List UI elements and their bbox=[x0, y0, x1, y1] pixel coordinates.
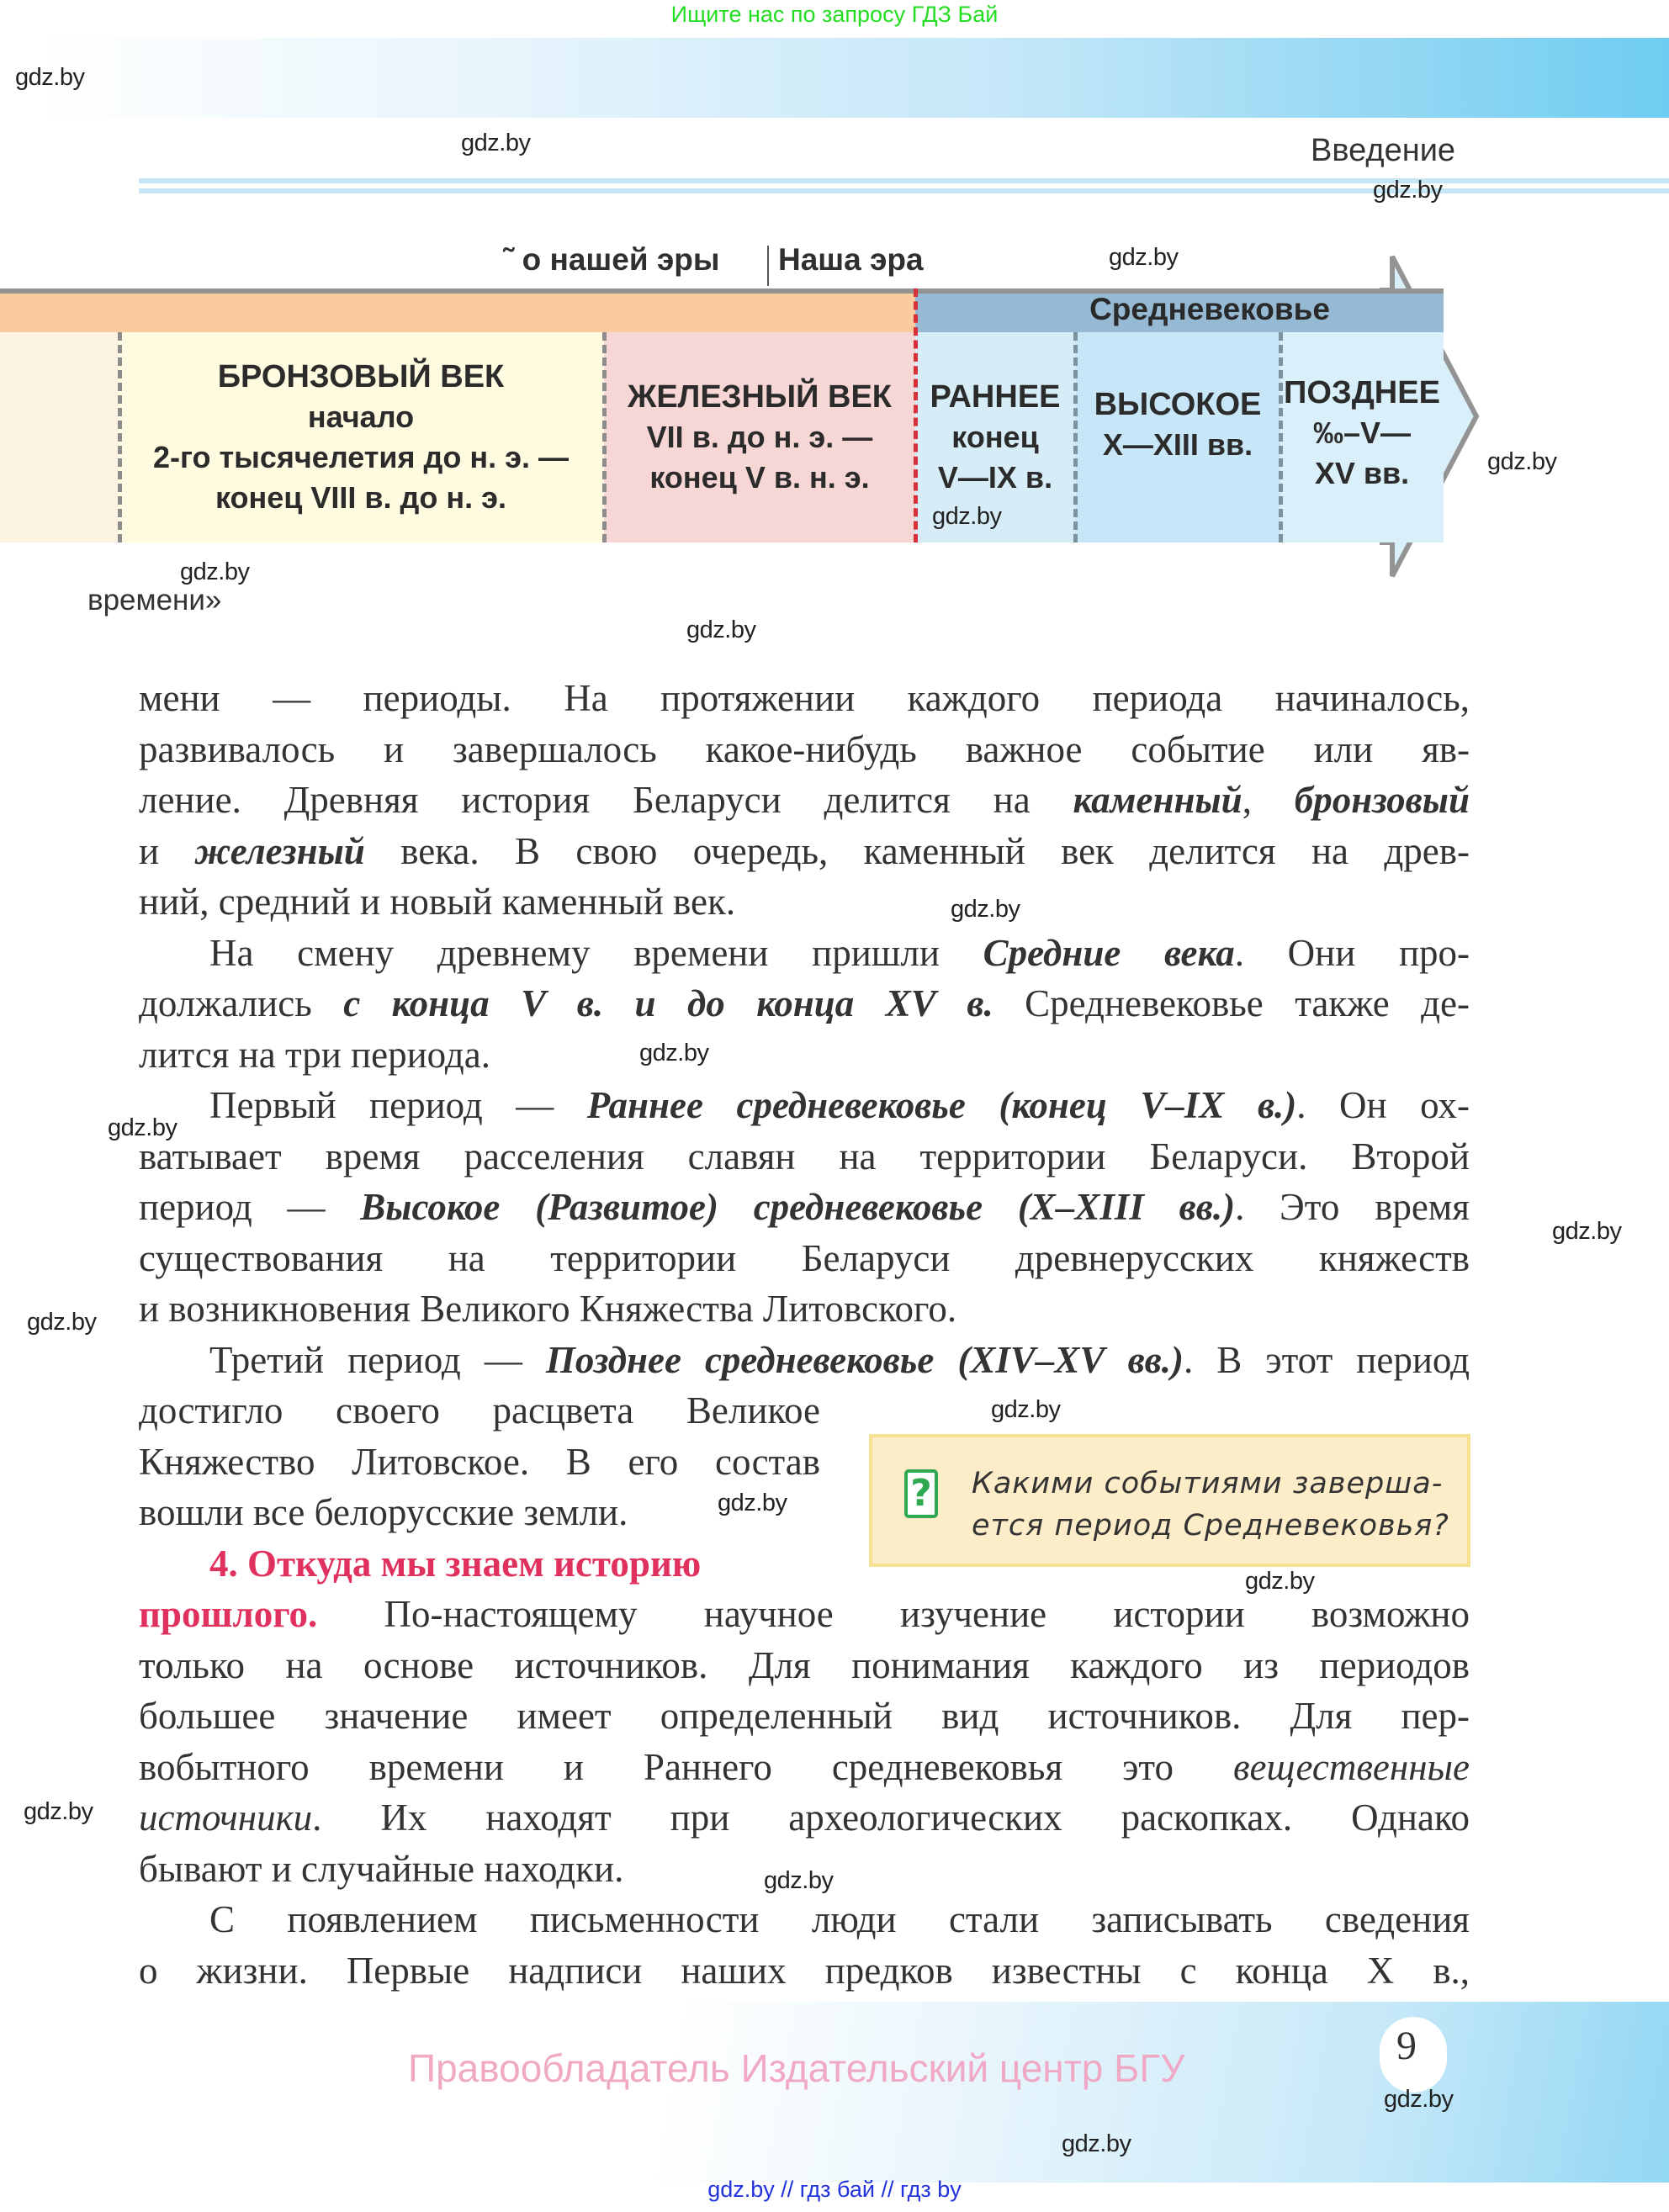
period-date: V—IX в. bbox=[937, 460, 1053, 495]
term-early: Раннее средневековье (конец V–IX в.) bbox=[586, 1084, 1297, 1126]
watermark: gdz.by bbox=[1487, 448, 1557, 475]
watermark: gdz.by bbox=[24, 1798, 93, 1825]
text-line: Третий период — Позднее средневековье (XIV–XV вв.). В этот период bbox=[209, 1338, 1470, 1381]
divider bbox=[118, 332, 122, 542]
term-material-sources: вещественные bbox=[1232, 1745, 1470, 1788]
text-line: Первый период — Раннее средневековье (конец V–IX в.). Он ох- bbox=[209, 1084, 1470, 1126]
era-before-label: ˜ о нашей эры bbox=[503, 242, 720, 277]
text-line: вобытного времени и Раннего средневековья это вещественные bbox=[139, 1745, 1470, 1788]
watermark: gdz.by bbox=[991, 1396, 1061, 1423]
watermark: gdz.by bbox=[180, 558, 250, 585]
period-late-middle-ages bbox=[1280, 332, 1444, 542]
watermark: gdz.by bbox=[718, 1490, 787, 1516]
footer-gradient-band bbox=[421, 2002, 1669, 2183]
question-text: Какими событиями заверша- ется период Средневековья? bbox=[972, 1467, 1449, 1543]
page-number: 9 bbox=[1396, 2024, 1417, 2068]
term-kamenny: каменный bbox=[1073, 779, 1242, 821]
section-heading: 4. Откуда мы знаем историю bbox=[209, 1542, 702, 1585]
divider bbox=[1073, 332, 1078, 542]
question-mark-icon: ? bbox=[904, 1469, 938, 1518]
text-line: прошлого. По-настоящему научное изучение истории возможно bbox=[139, 1593, 1470, 1635]
period-stone-age bbox=[0, 332, 118, 542]
era-divider bbox=[767, 246, 769, 286]
text-line: и возникновения Великого Княжества Литовского. bbox=[139, 1288, 957, 1330]
text-line: и железный века. В свою очередь, каменный век делится на древ- bbox=[139, 829, 1470, 872]
text-line: ний, средний и новый каменный век. bbox=[139, 881, 736, 923]
question-box bbox=[869, 1434, 1470, 1567]
term-high: Высокое (Развитое) средневековье (X–XIII вв.) bbox=[360, 1186, 1236, 1228]
watermark: gdz.by bbox=[1109, 244, 1179, 271]
divider bbox=[1279, 332, 1283, 542]
timeline-periods bbox=[0, 332, 1444, 542]
watermark: gdz.by bbox=[932, 503, 1002, 530]
watermark: gdz.by bbox=[951, 896, 1020, 923]
watermark: gdz.by bbox=[686, 617, 756, 643]
era-boundary-divider bbox=[914, 288, 918, 542]
period-title: ВЫСОКОЕ bbox=[1094, 387, 1262, 422]
watermark: gdz.by bbox=[27, 1309, 97, 1336]
period-date: 2-го тысячелетия до н. э. — bbox=[152, 440, 570, 474]
text-line: бывают и случайные находки. bbox=[139, 1847, 624, 1890]
term-date-range: с конца V в. и до конца XV в. bbox=[343, 982, 993, 1024]
period-title: БРОНЗОВЫЙ ВЕК bbox=[217, 359, 505, 394]
text-line: С появлением письменности люди стали записывать сведения bbox=[209, 1898, 1470, 1940]
period-date: конец bbox=[951, 420, 1039, 454]
caption-fragment: времени» bbox=[87, 584, 222, 617]
watermark: gdz.by bbox=[1245, 1568, 1315, 1595]
term-bronzovy: бронзовый bbox=[1294, 779, 1470, 821]
copyright-notice: Правообладатель Издательский центр БГУ bbox=[408, 2046, 1185, 2090]
text-line: должались с конца V в. и до конца XV в. Средневековье также де- bbox=[139, 982, 1470, 1024]
period-date: конец VIII в. до н. э. bbox=[215, 480, 507, 515]
watermark: gdz.by bbox=[15, 64, 85, 91]
text-line: Княжество Литовское. В его состав bbox=[139, 1440, 820, 1483]
watermark: gdz.by bbox=[108, 1114, 177, 1141]
footer-links[interactable]: gdz.by // гдз бай // гдз by bbox=[707, 2177, 962, 2202]
period-bronze-age bbox=[118, 332, 604, 542]
period-date: XV вв. bbox=[1314, 456, 1410, 490]
watermark: gdz.by bbox=[1552, 1218, 1622, 1245]
period-date: конец V в. н. э. bbox=[649, 460, 870, 495]
watermark: gdz.by bbox=[764, 1867, 834, 1894]
text-line: о жизни. Первые надписи наших предков известны с конца X в., bbox=[139, 1949, 1470, 1992]
watermark: gdz.by bbox=[1384, 2086, 1454, 2113]
watermark: gdz.by bbox=[1373, 177, 1443, 204]
text-line: лится на три периода. bbox=[139, 1033, 490, 1076]
term-zhelezny: железный bbox=[194, 829, 365, 872]
period-date: начало bbox=[307, 400, 415, 434]
text-line: На смену древнему времени пришли Средние века. Они про- bbox=[209, 931, 1470, 974]
text-line: ление. Древняя история Беларуси делится на каменный, бронзовый bbox=[139, 779, 1470, 821]
text-line: развивалось и завершалось какое-нибудь важное событие или яв- bbox=[139, 728, 1470, 770]
search-hint-banner[interactable]: Ищите нас по запросу ГДЗ Бай bbox=[670, 2, 999, 27]
period-title: РАННЕЕ bbox=[930, 379, 1061, 415]
text-line: только на основе источников. Для понимания каждого из периодов bbox=[139, 1643, 1470, 1686]
text-line: вошли все белорусские земли. bbox=[139, 1491, 628, 1533]
text-line: период — Высокое (Развитое) средневековье (X–XIII вв.). Это время bbox=[139, 1186, 1470, 1228]
period-date: ‰–V— bbox=[1312, 415, 1412, 450]
period-date: X—XIII вв. bbox=[1102, 427, 1253, 462]
section-heading-cont: прошлого. bbox=[139, 1593, 318, 1635]
period-title: ПОЗДНЕЕ bbox=[1284, 375, 1440, 410]
text-line: существования на территории Беларуси древнерусских княжеств bbox=[139, 1236, 1470, 1279]
divider bbox=[602, 332, 607, 542]
period-high-middle-ages bbox=[1075, 332, 1280, 542]
text-line: источники. Их находят при археологических раскопках. Однако bbox=[139, 1797, 1470, 1839]
period-date: VII в. до н. э. — bbox=[646, 420, 873, 454]
body-text bbox=[139, 673, 1470, 1996]
section-title: Введение bbox=[1311, 133, 1456, 168]
term-srednie-veka: Средние века bbox=[983, 931, 1235, 974]
middle-ages-label: Средневековье bbox=[1089, 292, 1330, 326]
period-title: ЖЕЛЕЗНЫЙ ВЕК bbox=[627, 379, 892, 415]
watermark: gdz.by bbox=[461, 130, 531, 156]
period-iron-age bbox=[604, 332, 915, 542]
text-line: достигло своего расцвета Великое bbox=[139, 1389, 820, 1431]
text-line: большее значение имеет определенный вид источников. Для пер- bbox=[139, 1695, 1470, 1737]
era-after-label: Наша эра bbox=[778, 242, 924, 277]
text-line: ватывает время расселения славян на территории Беларуси. Второй bbox=[139, 1135, 1470, 1177]
watermark: gdz.by bbox=[1062, 2130, 1131, 2157]
watermark: gdz.by bbox=[639, 1040, 709, 1066]
text-line: мени — периоды. На протяжении каждого периода начиналось, bbox=[139, 677, 1470, 719]
header-gradient-band bbox=[34, 38, 1669, 118]
ancient-era-band bbox=[0, 288, 915, 332]
term-late: Позднее средневековье (XIV–XV вв.) bbox=[545, 1338, 1184, 1381]
